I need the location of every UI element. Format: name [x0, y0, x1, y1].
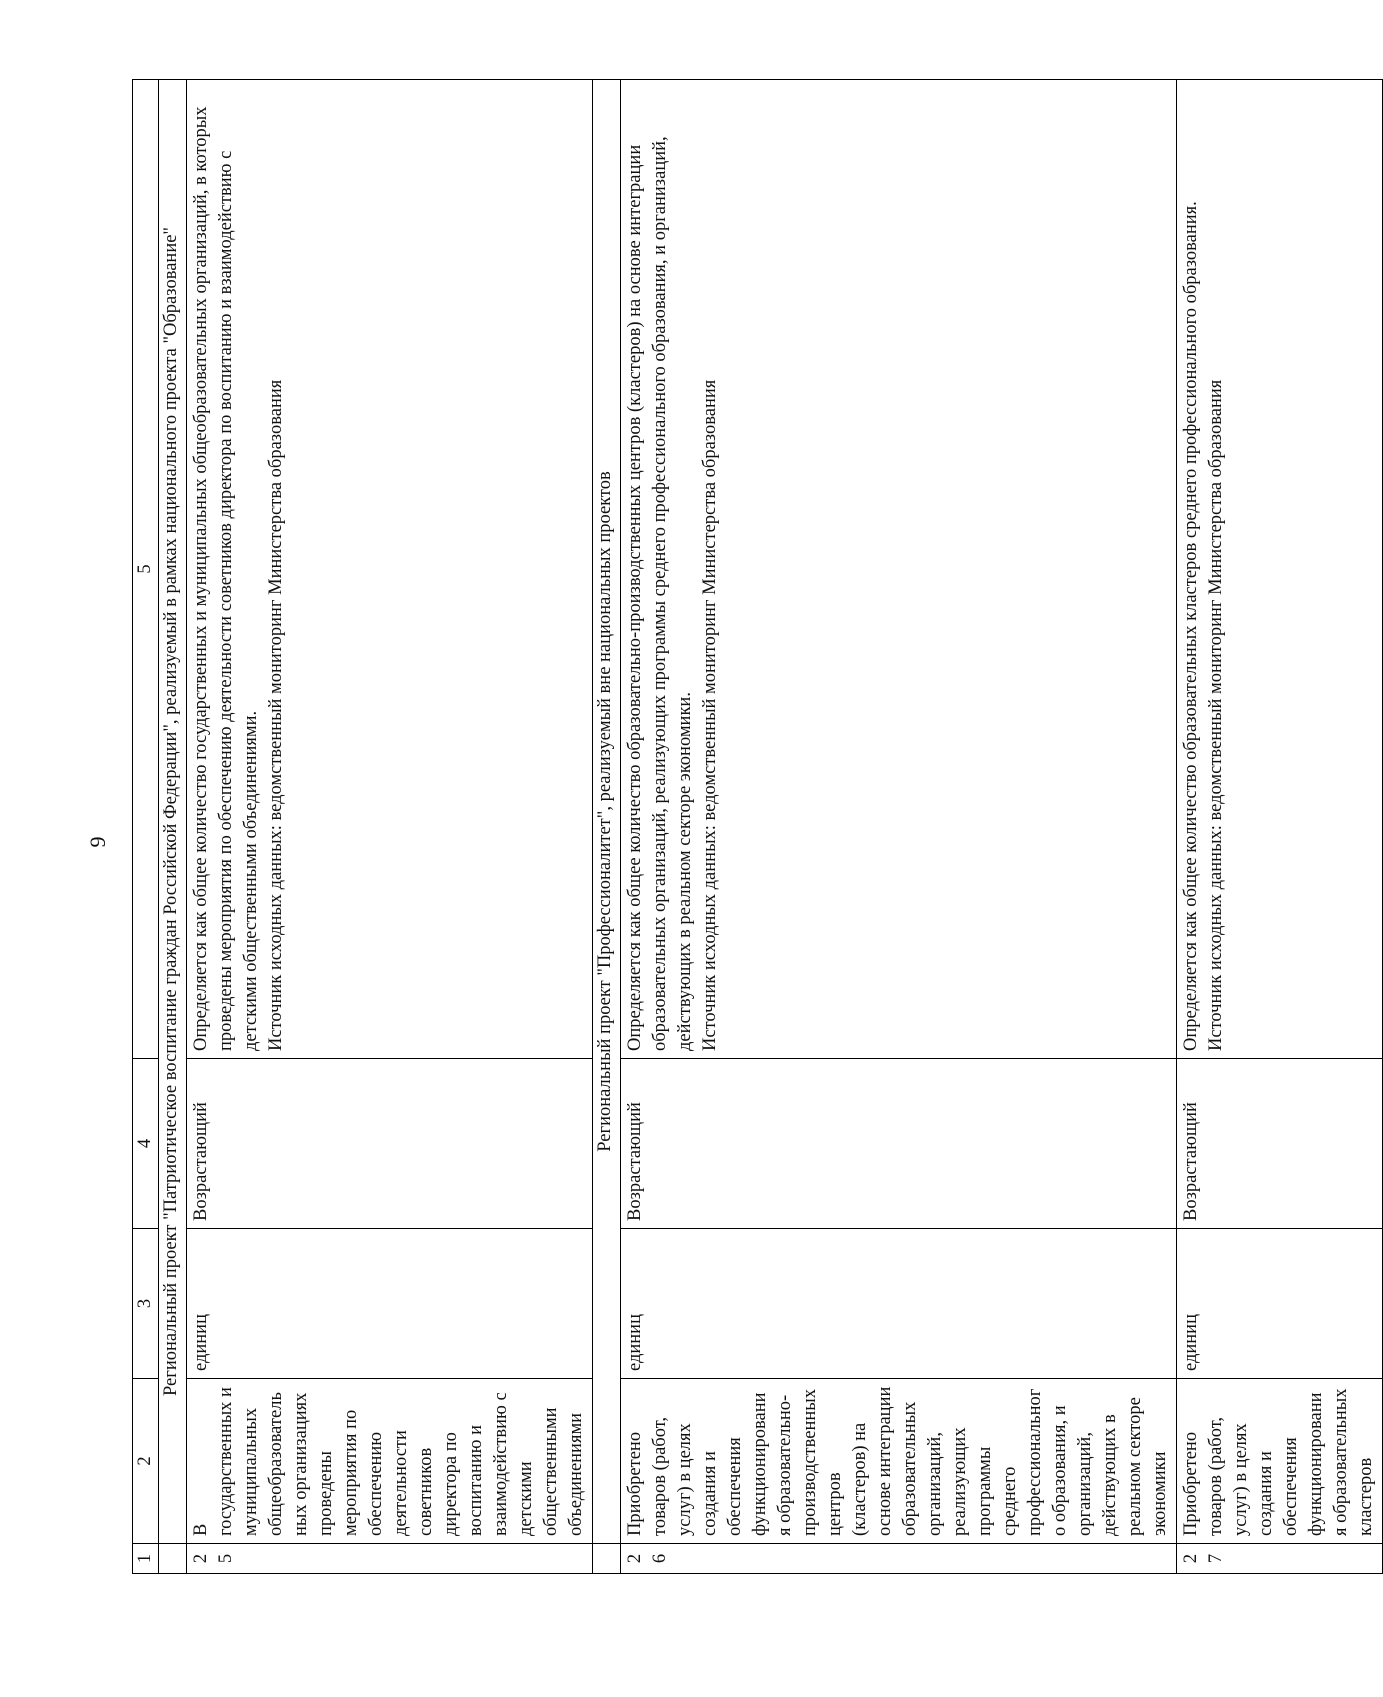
table-row: [187, 80, 593, 1574]
column-header-1: 1: [133, 1544, 159, 1574]
row-number: 26: [621, 1544, 1177, 1574]
section-row: [593, 80, 621, 1574]
data-source: Источник исходных данных: ведомственный мониторинг Министерства образования: [700, 379, 720, 1051]
section-title: Региональный проект "Патриотическое воспитание граждан Российской Федерации", реализуемый в рамках национального проекта "Образование": [159, 80, 187, 1544]
calculation-method: Определяется как общее количество государственных и муниципальных общеобразовательных организаций, в которых проведены мероприятия по обеспечению деятельности советников директора по воспитанию и взаимодействию с детскими общественными объединениями.: [191, 106, 261, 1051]
method-cell: [621, 80, 1177, 1059]
indicator-name: Приобретено товаров (работ, услуг) в целях создания и обеспечения функционирования образовательных кластеров: [1177, 1379, 1383, 1544]
unit: единиц: [621, 1229, 1177, 1379]
rotated-table-container: [132, 80, 1376, 1574]
trend: Возрастающий: [1177, 1059, 1383, 1229]
section-title: Региональный проект "Профессионалитет", реализуемый вне национальных проектов: [593, 80, 621, 1544]
calculation-method: Определяется как общее количество образовательно-производственных центров (кластеров) на основе интеграции образовательных организаций, реализующих программы среднего профессионального образования, и организаций, действующих в реальном секторе экономики.: [625, 136, 695, 1051]
method-cell: [187, 80, 593, 1059]
trend: Возрастающий: [187, 1059, 593, 1229]
column-header-5: 5: [133, 80, 159, 1059]
calculation-method: Определяется как общее количество образовательных кластеров среднего профессионального образования.: [1181, 201, 1201, 1051]
row-number: 25: [187, 1544, 593, 1574]
column-header-2: 2: [133, 1379, 159, 1544]
table-row: [621, 80, 1177, 1574]
method-cell: [1177, 80, 1383, 1059]
indicators-table: [132, 79, 1383, 1574]
unit: единиц: [1177, 1229, 1383, 1379]
column-header-3: 3: [133, 1229, 159, 1379]
column-number-row: [133, 80, 159, 1574]
data-source: Источник исходных данных: ведомственный мониторинг Министерства образования: [1206, 379, 1226, 1051]
indicator-name: В государственных и муниципальных общеобразовательных организациях проведены мероприятия по обеспечению деятельности советников директора по воспитанию и взаимодействию с детскими общественными объединениями: [187, 1379, 593, 1544]
column-header-4: 4: [133, 1059, 159, 1229]
section-row: [159, 80, 187, 1574]
unit: единиц: [187, 1229, 593, 1379]
table-row: [1177, 80, 1383, 1574]
row-number: 27: [1177, 1544, 1383, 1574]
page-number: 9: [85, 836, 110, 848]
data-source: Источник исходных данных: ведомственный мониторинг Министерства образования: [266, 379, 286, 1051]
indicator-name: Приобретено товаров (работ, услуг) в целях создания и обеспечения функционирования образовательно-производственных центров (кластеров) на основе интеграции образовательных организаций, реализующих программы среднего профессионального образования, и организаций, действующих в реальном секторе экономики: [621, 1379, 1177, 1544]
trend: Возрастающий: [621, 1059, 1177, 1229]
